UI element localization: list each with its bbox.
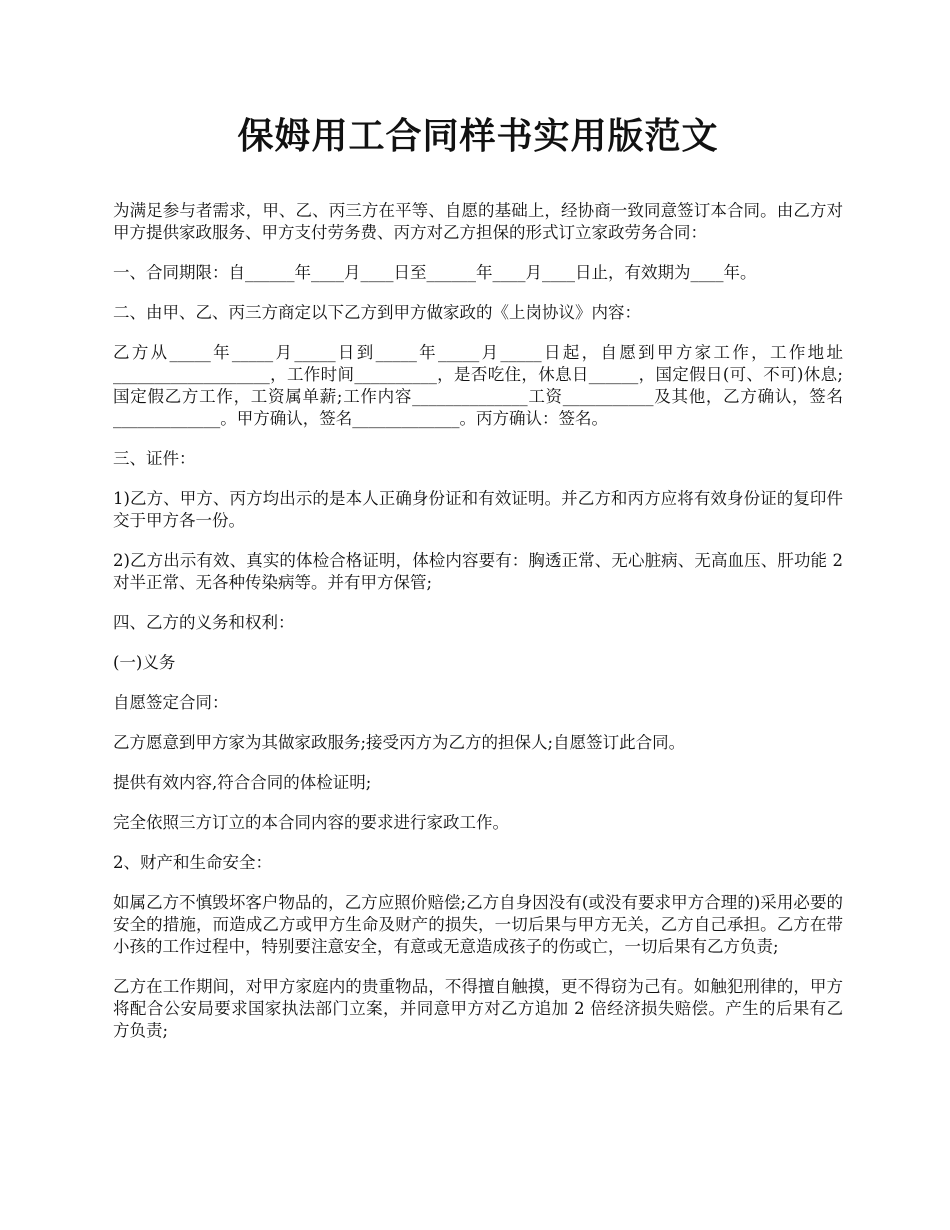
paragraph-voluntary-signing: 自愿签定合同： [113, 693, 229, 712]
paragraph-willingness: 乙方愿意到甲方家为其做家政服务;接受丙方为乙方的担保人;自愿签订此合同。 [113, 733, 686, 752]
paragraph-documents-2: 2)乙方出示有效、真实的体检合格证明，体检内容要有：胸透正常、无心脏病、无高血压、肝功能 2 对半正常、无各种传染病等。并有甲方保管; [113, 551, 843, 592]
paragraph-valuables: 乙方在工作期间，对甲方家庭内的贵重物品，不得擅自触摸，更不得窃为己有。如触犯刑律的，甲方将配合公安局要求国家执法部门立案，并同意甲方对乙方追加 2 倍经济损失赔偿。产生的后果有乙方负责; [113, 977, 843, 1040]
paragraph-documents-1: 1)乙方、甲方、丙方均出示的是本人正确身份证和有效证明。并乙方和丙方应将有效身份证的复印件交于甲方各一份。 [113, 489, 843, 530]
paragraph-damage-liability: 如属乙方不慎毁坏客户物品的，乙方应照价赔偿;乙方自身因没有(或没有要求甲方合理的)采用必要的安全的措施，而造成乙方或甲方生命及财产的损失，一切后果与甲方无关，乙方自己承担。乙方在带小孩的工作过程中，特别要注意安全，有意或无意造成孩子的伤或亡，一切后果有乙方负责; [113, 893, 843, 956]
document-title: 保姆用工合同样书实用版范文 [237, 115, 719, 157]
document-page [113, 110, 843, 1060]
section-heading-documents: 三、证件： [113, 449, 196, 468]
subsection-heading-duties: (一)义务 [113, 653, 176, 672]
paragraph-follow-contract: 完全依照三方订立的本合同内容的要求进行家政工作。 [113, 813, 509, 832]
section-heading-safety: 2、财产和生命安全： [113, 853, 272, 872]
paragraph-work-details: 乙方从_____年_____月_____日到_____年_____月_____日起，自愿到甲方家工作，工作地址___________________，工作时间__________，是否吃住，休息日______，国定假日(可、不可)休息;国定假乙方工作，工资属单薪;工作内容______________工资___________及其他，乙方确认，签名_____________。甲方确认，签名_____________。丙方确认：签名。 [113, 343, 843, 428]
section-heading-duties-rights: 四、乙方的义务和权利： [113, 613, 295, 632]
paragraph-health-certificate: 提供有效内容,符合合同的体检证明; [113, 773, 372, 792]
paragraph-agreement-heading: 二、由甲、乙、丙三方商定以下乙方到甲方做家政的《上岗协议》内容： [113, 303, 641, 322]
paragraph-intro: 为满足参与者需求，甲、乙、丙三方在平等、自愿的基础上，经协商一致同意签订本合同。由乙方对甲方提供家政服务、甲方支付劳务费、丙方对乙方担保的形式订立家政劳务合同： [113, 201, 843, 242]
paragraph-contract-term: 一、合同期限：自______年____月____日至______年____月____日止，有效期为____年。 [113, 263, 757, 282]
